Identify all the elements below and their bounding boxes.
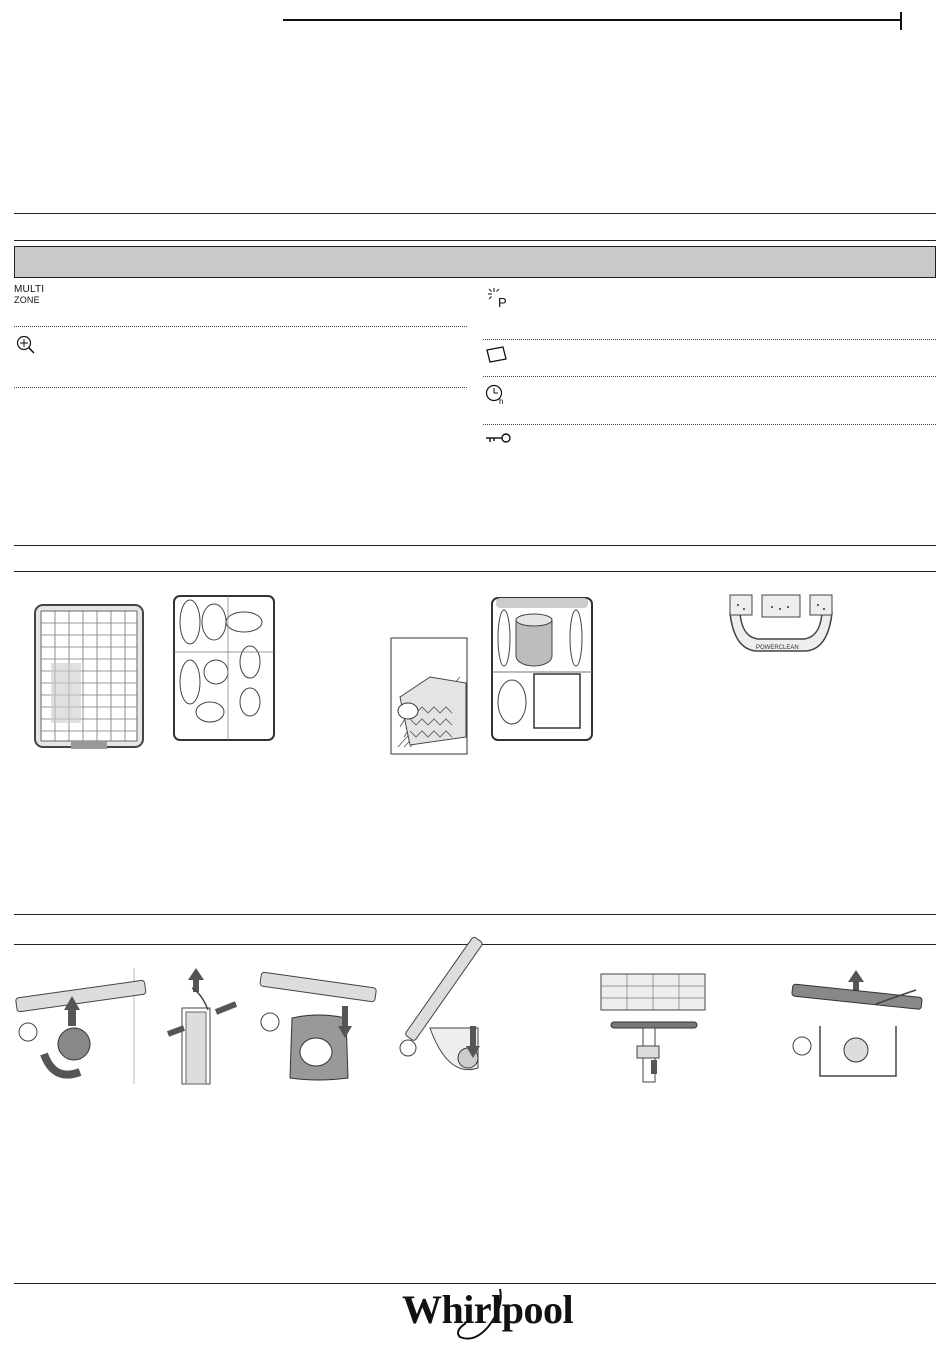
delay-start-icon	[485, 384, 509, 406]
tablet-icon	[485, 346, 509, 364]
power-clean-attachment	[726, 591, 836, 663]
lower-basket-top-view	[31, 603, 149, 751]
section-rule	[14, 213, 936, 214]
section-rule	[14, 545, 936, 546]
filter-remove	[14, 968, 138, 1084]
spray-arm-upper	[597, 970, 709, 1082]
header-tick	[900, 12, 902, 30]
divider	[483, 424, 936, 425]
divider	[483, 339, 936, 340]
zoom-clean-icon	[16, 335, 36, 355]
section-rule	[14, 240, 936, 241]
multizone-label-line1: MULTI	[14, 284, 45, 295]
upper-basket-loaded	[488, 594, 596, 744]
section-rule	[14, 571, 936, 572]
multizone-label-line2: ZONE	[14, 295, 40, 305]
power-clean-label: POWERCLEAN	[756, 645, 799, 651]
spray-arm-remove	[790, 968, 920, 1080]
section-rule	[14, 914, 936, 915]
lower-basket-loaded	[170, 592, 278, 744]
key-lock-icon	[485, 431, 513, 445]
multizone-icon	[14, 284, 44, 305]
svg-text:h: h	[499, 397, 504, 406]
functions-header-bar	[14, 246, 936, 278]
divider	[14, 326, 467, 327]
extra-dry-icon	[486, 286, 510, 310]
filter-pull	[152, 968, 244, 1084]
divider	[14, 387, 467, 388]
brand-logo: Whirlpool	[402, 1287, 574, 1332]
filter-plate	[258, 968, 382, 1084]
cutlery-rack-closeup	[390, 637, 468, 755]
footer-rule	[14, 1283, 936, 1284]
svg-text:P: P	[498, 295, 507, 310]
logo-swirl-icon	[452, 1287, 512, 1343]
divider	[483, 376, 936, 377]
header-top-rule	[283, 19, 901, 21]
spray-arm-lower	[398, 968, 506, 1084]
